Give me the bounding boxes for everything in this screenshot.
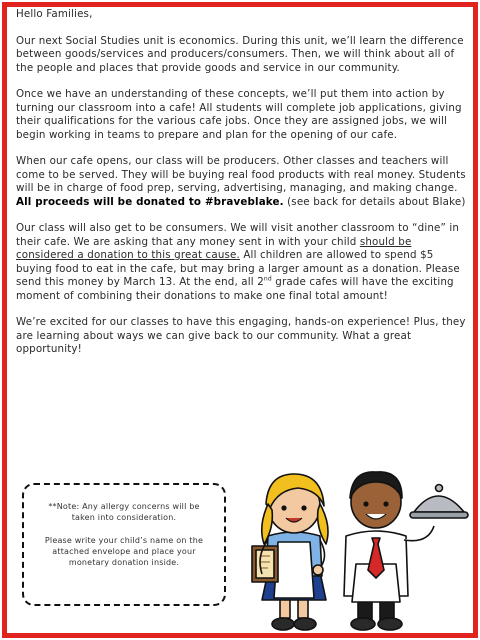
boy-with-tray-illustration — [344, 472, 468, 630]
producers-text: When our cafe opens, our class will be producers. Other classes and teachers will come to be served. They will be buying real food products with real money. Students will be in charge of food prep, serving, advertising, managing, and making change. — [16, 155, 466, 194]
consumers-text: Our class will also get to be consumers. We will visit another classroom to “dine” in their cafe. We are asking that any money sent in with your child — [16, 222, 460, 248]
donation-underlined-text: should be considered a donation to this great cause. — [16, 235, 412, 261]
greeting: Hello Families, — [16, 8, 93, 20]
paragraph-producers — [16, 155, 468, 209]
allergy-note-box — [22, 483, 226, 606]
envelope-instructions: Please write your child’s name on the attached envelope and place your monetary donation inside. — [44, 536, 204, 567]
consumers-text-3: grade cafes will have the exciting moment of combining their donations to make one final total amount! — [16, 276, 454, 302]
consumers-text-2: All children are allowed to spend $5 buying food to eat in the cafe, but may bring a larger amount as a donation. Please send this money by March 13. At the end, all 2 — [16, 249, 460, 288]
paragraph-closing: We’re excited for our classes to have this engaging, hands-on experience! Plus, they are learning about ways we can give back to our community. What a great opportunity! — [16, 316, 466, 355]
kids-waiters-clipart — [238, 452, 474, 634]
paragraph-consumers — [16, 222, 468, 303]
paragraph-intro: Our next Social Studies unit is economics. During this unit, we’ll learn the difference between goods/services and producers/consumers. Then, we will think about all of the people and places that provide goods and service in our community. — [16, 34, 464, 74]
letter-body — [16, 8, 468, 370]
girl-with-menu-illustration — [252, 474, 328, 630]
proceeds-donation-text: All proceeds will be donated to #braveblake. — [16, 195, 284, 208]
allergy-note: **Note: Any allergy concerns will be taken into consideration. — [48, 502, 200, 522]
ordinal-suffix: nd — [263, 275, 272, 283]
paragraph-cafe-plan: Once we have an understanding of these concepts, we’ll put them into action by turning our classroom into a cafe! All students will complete job applications, giving their qualifications for the various cafe jobs. Once they are assigned jobs, we will begin working in teams to prepare and plan for the opening of our cafe. — [16, 88, 462, 141]
blake-details-text: (see back for details about Blake) — [283, 195, 466, 208]
